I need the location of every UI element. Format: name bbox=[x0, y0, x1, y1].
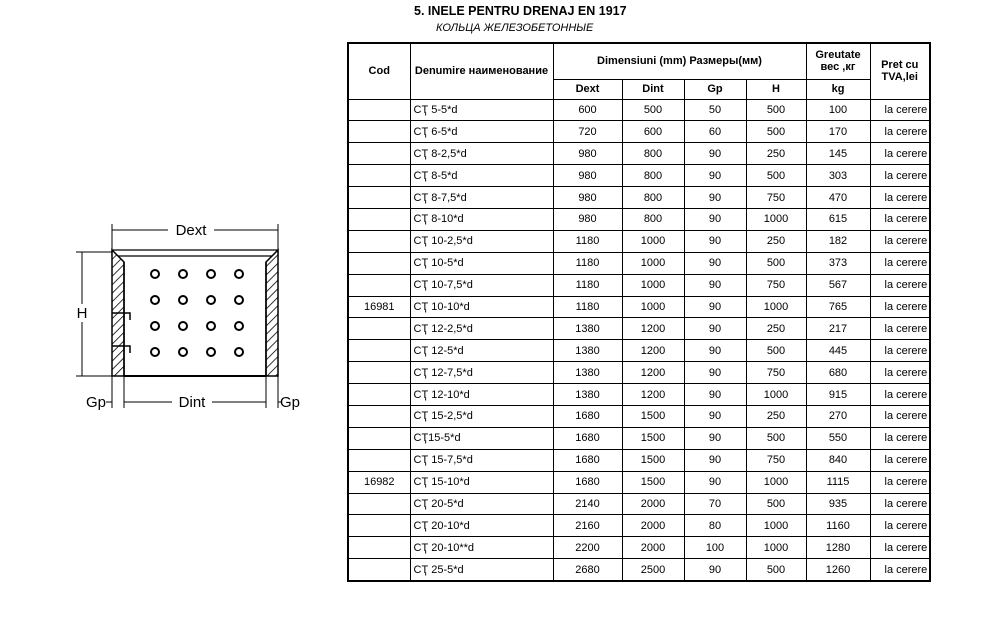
cell-dint: 1500 bbox=[622, 427, 684, 449]
cell-kg: 915 bbox=[806, 384, 870, 406]
cell-h: 1000 bbox=[746, 296, 806, 318]
cell-kg: 217 bbox=[806, 318, 870, 340]
cell-name: СҬ 8-7,5*d bbox=[410, 187, 553, 209]
cell-cod bbox=[348, 427, 410, 449]
cell-gp: 90 bbox=[684, 559, 746, 581]
cell-name: СҬ 15-10*d bbox=[410, 471, 553, 493]
cell-price: la cerere bbox=[870, 449, 930, 471]
table-row bbox=[348, 493, 930, 515]
cell-h: 1000 bbox=[746, 208, 806, 230]
drainage-holes bbox=[151, 270, 243, 356]
table-row bbox=[348, 143, 930, 165]
cell-name: СҬ 8-2,5*d bbox=[410, 143, 553, 165]
cell-dint: 1000 bbox=[622, 274, 684, 296]
cell-h: 500 bbox=[746, 340, 806, 362]
table-row bbox=[348, 230, 930, 252]
cell-dint: 2000 bbox=[622, 537, 684, 559]
cell-h: 1000 bbox=[746, 515, 806, 537]
cell-h: 1000 bbox=[746, 471, 806, 493]
cell-dint: 1500 bbox=[622, 449, 684, 471]
cell-dext: 1380 bbox=[553, 318, 622, 340]
gp-left-label: Gp bbox=[85, 394, 107, 411]
cell-dext: 1180 bbox=[553, 274, 622, 296]
cell-gp: 90 bbox=[684, 362, 746, 384]
cell-price: la cerere bbox=[870, 559, 930, 581]
cell-dext: 1680 bbox=[553, 449, 622, 471]
cell-dext: 980 bbox=[553, 208, 622, 230]
cell-dint: 1000 bbox=[622, 296, 684, 318]
cell-name: СҬ 10-10*d bbox=[410, 296, 553, 318]
cell-cod bbox=[348, 252, 410, 274]
cell-dint: 800 bbox=[622, 143, 684, 165]
cell-cod bbox=[348, 165, 410, 187]
cell-price: la cerere bbox=[870, 515, 930, 537]
cell-price: la cerere bbox=[870, 427, 930, 449]
cell-name: СҬ 12-5*d bbox=[410, 340, 553, 362]
cell-gp: 90 bbox=[684, 449, 746, 471]
table-row bbox=[348, 471, 930, 493]
cell-kg: 445 bbox=[806, 340, 870, 362]
cell-kg: 373 bbox=[806, 252, 870, 274]
cell-dext: 1380 bbox=[553, 384, 622, 406]
cell-dext: 2140 bbox=[553, 493, 622, 515]
cell-dext: 980 bbox=[553, 143, 622, 165]
table-row bbox=[348, 515, 930, 537]
cell-cod bbox=[348, 143, 410, 165]
cell-h: 750 bbox=[746, 187, 806, 209]
table-row bbox=[348, 340, 930, 362]
cell-h: 500 bbox=[746, 99, 806, 121]
col-header-dint: Dint bbox=[622, 79, 684, 99]
cell-price: la cerere bbox=[870, 537, 930, 559]
cell-dext: 1180 bbox=[553, 252, 622, 274]
cell-dint: 800 bbox=[622, 208, 684, 230]
dint-gp-dimension bbox=[86, 376, 300, 411]
ring-cross-section-diagram bbox=[68, 218, 308, 418]
cell-kg: 303 bbox=[806, 165, 870, 187]
cell-kg: 1160 bbox=[806, 515, 870, 537]
cell-dint: 800 bbox=[622, 165, 684, 187]
cell-dext: 980 bbox=[553, 165, 622, 187]
cell-dext: 2200 bbox=[553, 537, 622, 559]
cell-price: la cerere bbox=[870, 208, 930, 230]
cell-cod bbox=[348, 230, 410, 252]
cell-kg: 840 bbox=[806, 449, 870, 471]
col-header-dext: Dext bbox=[553, 79, 622, 99]
cell-dint: 2000 bbox=[622, 515, 684, 537]
cell-price: la cerere bbox=[870, 384, 930, 406]
cell-dint: 1500 bbox=[622, 405, 684, 427]
cell-gp: 80 bbox=[684, 515, 746, 537]
table-row bbox=[348, 165, 930, 187]
cell-kg: 145 bbox=[806, 143, 870, 165]
table-row bbox=[348, 384, 930, 406]
cell-dint: 1000 bbox=[622, 230, 684, 252]
h-label: H bbox=[76, 305, 88, 322]
cell-h: 1000 bbox=[746, 384, 806, 406]
cell-dext: 1380 bbox=[553, 362, 622, 384]
table-row bbox=[348, 99, 930, 121]
cell-price: la cerere bbox=[870, 493, 930, 515]
cell-cod bbox=[348, 384, 410, 406]
cell-gp: 90 bbox=[684, 318, 746, 340]
cell-price: la cerere bbox=[870, 405, 930, 427]
cell-price: la cerere bbox=[870, 296, 930, 318]
cell-h: 750 bbox=[746, 449, 806, 471]
cell-price: la cerere bbox=[870, 252, 930, 274]
table-row bbox=[348, 252, 930, 274]
cell-dext: 720 bbox=[553, 121, 622, 143]
table-row bbox=[348, 559, 930, 581]
h-dimension bbox=[76, 252, 112, 376]
cell-cod bbox=[348, 274, 410, 296]
table-row bbox=[348, 187, 930, 209]
table-row bbox=[348, 449, 930, 471]
cell-gp: 90 bbox=[684, 208, 746, 230]
cell-cod: 16982 bbox=[348, 471, 410, 493]
cell-kg: 1115 bbox=[806, 471, 870, 493]
cell-gp: 70 bbox=[684, 493, 746, 515]
cell-price: la cerere bbox=[870, 471, 930, 493]
cell-gp: 90 bbox=[684, 165, 746, 187]
cell-gp: 90 bbox=[684, 471, 746, 493]
cell-gp: 90 bbox=[684, 296, 746, 318]
cell-h: 250 bbox=[746, 230, 806, 252]
cell-dint: 2500 bbox=[622, 559, 684, 581]
cell-dext: 2680 bbox=[553, 559, 622, 581]
dext-label: Dext bbox=[175, 222, 207, 239]
table-row bbox=[348, 208, 930, 230]
cell-name: СҬ 12-2,5*d bbox=[410, 318, 553, 340]
cell-gp: 90 bbox=[684, 340, 746, 362]
cell-dint: 2000 bbox=[622, 493, 684, 515]
cell-gp: 90 bbox=[684, 384, 746, 406]
cell-h: 500 bbox=[746, 121, 806, 143]
table-row bbox=[348, 427, 930, 449]
col-header-dimensions: Dimensiuni (mm) Размеры(мм) bbox=[553, 43, 806, 79]
table-row bbox=[348, 318, 930, 340]
cell-name: СҬ 15-7,5*d bbox=[410, 449, 553, 471]
cell-gp: 90 bbox=[684, 405, 746, 427]
col-header-name: Denumire наименование bbox=[410, 43, 553, 99]
cell-price: la cerere bbox=[870, 230, 930, 252]
cell-cod bbox=[348, 515, 410, 537]
table-row bbox=[348, 274, 930, 296]
cell-name: СҬ 8-10*d bbox=[410, 208, 553, 230]
cell-cod bbox=[348, 208, 410, 230]
cell-kg: 567 bbox=[806, 274, 870, 296]
cell-dext: 600 bbox=[553, 99, 622, 121]
cell-price: la cerere bbox=[870, 187, 930, 209]
cell-kg: 170 bbox=[806, 121, 870, 143]
cell-h: 500 bbox=[746, 427, 806, 449]
cell-cod bbox=[348, 537, 410, 559]
cell-kg: 615 bbox=[806, 208, 870, 230]
cell-dext: 1180 bbox=[553, 296, 622, 318]
cell-dext: 1680 bbox=[553, 427, 622, 449]
cell-dext: 980 bbox=[553, 187, 622, 209]
cell-name: СҬ 10-2,5*d bbox=[410, 230, 553, 252]
cell-cod bbox=[348, 187, 410, 209]
cell-name: СҬ 15-2,5*d bbox=[410, 405, 553, 427]
cell-h: 500 bbox=[746, 252, 806, 274]
col-header-gp: Gp bbox=[684, 79, 746, 99]
col-header-price: Pret cu TVA,lei bbox=[870, 43, 930, 99]
cell-cod bbox=[348, 493, 410, 515]
table-row bbox=[348, 537, 930, 559]
cell-name: СҬ 20-5*d bbox=[410, 493, 553, 515]
table-row bbox=[348, 296, 930, 318]
col-header-weight: Greutate вес ,кг bbox=[806, 43, 870, 79]
cell-gp: 90 bbox=[684, 274, 746, 296]
cell-kg: 550 bbox=[806, 427, 870, 449]
cell-dext: 2160 bbox=[553, 515, 622, 537]
cell-cod: 16981 bbox=[348, 296, 410, 318]
cell-kg: 1280 bbox=[806, 537, 870, 559]
cell-price: la cerere bbox=[870, 340, 930, 362]
cell-cod bbox=[348, 99, 410, 121]
cell-dext: 1680 bbox=[553, 405, 622, 427]
cell-price: la cerere bbox=[870, 362, 930, 384]
cell-name: СҬ 8-5*d bbox=[410, 165, 553, 187]
cell-h: 750 bbox=[746, 274, 806, 296]
table-row bbox=[348, 121, 930, 143]
cell-name: СҬ15-5*d bbox=[410, 427, 553, 449]
cell-name: СҬ 12-10*d bbox=[410, 384, 553, 406]
cell-dint: 1200 bbox=[622, 384, 684, 406]
cell-h: 500 bbox=[746, 165, 806, 187]
product-table bbox=[347, 42, 931, 582]
cell-dext: 1180 bbox=[553, 230, 622, 252]
ring-walls bbox=[112, 250, 278, 376]
cell-cod bbox=[348, 318, 410, 340]
cell-dext: 1380 bbox=[553, 340, 622, 362]
cell-gp: 100 bbox=[684, 537, 746, 559]
cell-price: la cerere bbox=[870, 165, 930, 187]
dext-dimension bbox=[112, 222, 278, 250]
cell-dint: 1000 bbox=[622, 252, 684, 274]
dint-label: Dint bbox=[178, 394, 206, 411]
cell-kg: 100 bbox=[806, 99, 870, 121]
page-title: 5. INELE PENTRU DRENAJ EN 1917 bbox=[414, 4, 627, 18]
cell-h: 1000 bbox=[746, 537, 806, 559]
cell-cod bbox=[348, 449, 410, 471]
cell-h: 250 bbox=[746, 318, 806, 340]
col-header-cod: Cod bbox=[348, 43, 410, 99]
cell-gp: 60 bbox=[684, 121, 746, 143]
cell-kg: 1260 bbox=[806, 559, 870, 581]
cell-dint: 1500 bbox=[622, 471, 684, 493]
col-header-h: H bbox=[746, 79, 806, 99]
cell-gp: 90 bbox=[684, 252, 746, 274]
cell-h: 500 bbox=[746, 493, 806, 515]
gp-right-label: Gp bbox=[279, 394, 301, 411]
cell-name: СҬ 6-5*d bbox=[410, 121, 553, 143]
cell-price: la cerere bbox=[870, 143, 930, 165]
cell-name: СҬ 10-5*d bbox=[410, 252, 553, 274]
cell-gp: 50 bbox=[684, 99, 746, 121]
cell-dint: 800 bbox=[622, 187, 684, 209]
cell-h: 250 bbox=[746, 405, 806, 427]
cell-dint: 600 bbox=[622, 121, 684, 143]
cell-price: la cerere bbox=[870, 274, 930, 296]
cell-kg: 270 bbox=[806, 405, 870, 427]
cell-kg: 765 bbox=[806, 296, 870, 318]
cell-h: 500 bbox=[746, 559, 806, 581]
cell-h: 250 bbox=[746, 143, 806, 165]
cell-gp: 90 bbox=[684, 143, 746, 165]
cell-kg: 680 bbox=[806, 362, 870, 384]
cell-cod bbox=[348, 405, 410, 427]
cell-name: СҬ 10-7,5*d bbox=[410, 274, 553, 296]
page-subtitle: КОЛЬЦА ЖЕЛЕЗОБЕТОННЫЕ bbox=[436, 22, 594, 34]
cell-gp: 90 bbox=[684, 230, 746, 252]
cell-gp: 90 bbox=[684, 187, 746, 209]
cell-cod bbox=[348, 362, 410, 384]
cell-dint: 1200 bbox=[622, 318, 684, 340]
cell-dint: 1200 bbox=[622, 362, 684, 384]
cell-kg: 182 bbox=[806, 230, 870, 252]
cell-cod bbox=[348, 340, 410, 362]
cell-name: СҬ 5-5*d bbox=[410, 99, 553, 121]
cell-price: la cerere bbox=[870, 318, 930, 340]
cell-name: СҬ 12-7,5*d bbox=[410, 362, 553, 384]
cell-dext: 1680 bbox=[553, 471, 622, 493]
cell-name: СҬ 20-10**d bbox=[410, 537, 553, 559]
cell-price: la cerere bbox=[870, 99, 930, 121]
cell-cod bbox=[348, 559, 410, 581]
table-row bbox=[348, 405, 930, 427]
cell-kg: 470 bbox=[806, 187, 870, 209]
cell-name: СҬ 25-5*d bbox=[410, 559, 553, 581]
cell-kg: 935 bbox=[806, 493, 870, 515]
cell-price: la cerere bbox=[870, 121, 930, 143]
col-header-kg: kg bbox=[806, 79, 870, 99]
cell-gp: 90 bbox=[684, 427, 746, 449]
cell-cod bbox=[348, 121, 410, 143]
cell-dint: 1200 bbox=[622, 340, 684, 362]
cell-dint: 500 bbox=[622, 99, 684, 121]
cell-name: СҬ 20-10*d bbox=[410, 515, 553, 537]
cell-h: 750 bbox=[746, 362, 806, 384]
table-row bbox=[348, 362, 930, 384]
